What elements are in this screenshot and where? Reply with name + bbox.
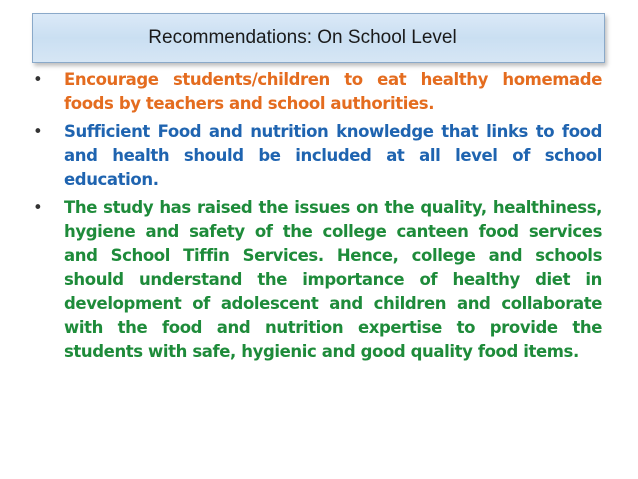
bullet-item-study-issues [30,196,602,364]
slide-title-box [32,13,605,63]
bullet-item-homemade-foods [30,68,602,116]
slide-title: Recommendations: On School Level [148,27,457,48]
bullet-text: Encourage students/children to eat healthy homemade foods by teachers and school authorities. [64,70,602,113]
bullet-list [30,68,602,364]
bullet-text: The study has raised the issues on the quality, healthiness, hygiene and safety of the college canteen food services and School Tiffin Services. Hence, college and schools should understand the importance of healthy diet in development of adolescent and children and collaborate with the food and nutrition expertise to provide the students with safe, hygienic and good quality food items. [64,198,602,361]
bullet-item-nutrition-knowledge [30,120,602,192]
bullet-dot-icon: • [33,70,43,89]
bullet-text: Sufficient Food and nutrition knowledge that links to food and health should be included at all level of school education. [64,122,602,189]
bullet-dot-icon: • [33,122,43,141]
bullet-dot-icon: • [33,198,43,217]
